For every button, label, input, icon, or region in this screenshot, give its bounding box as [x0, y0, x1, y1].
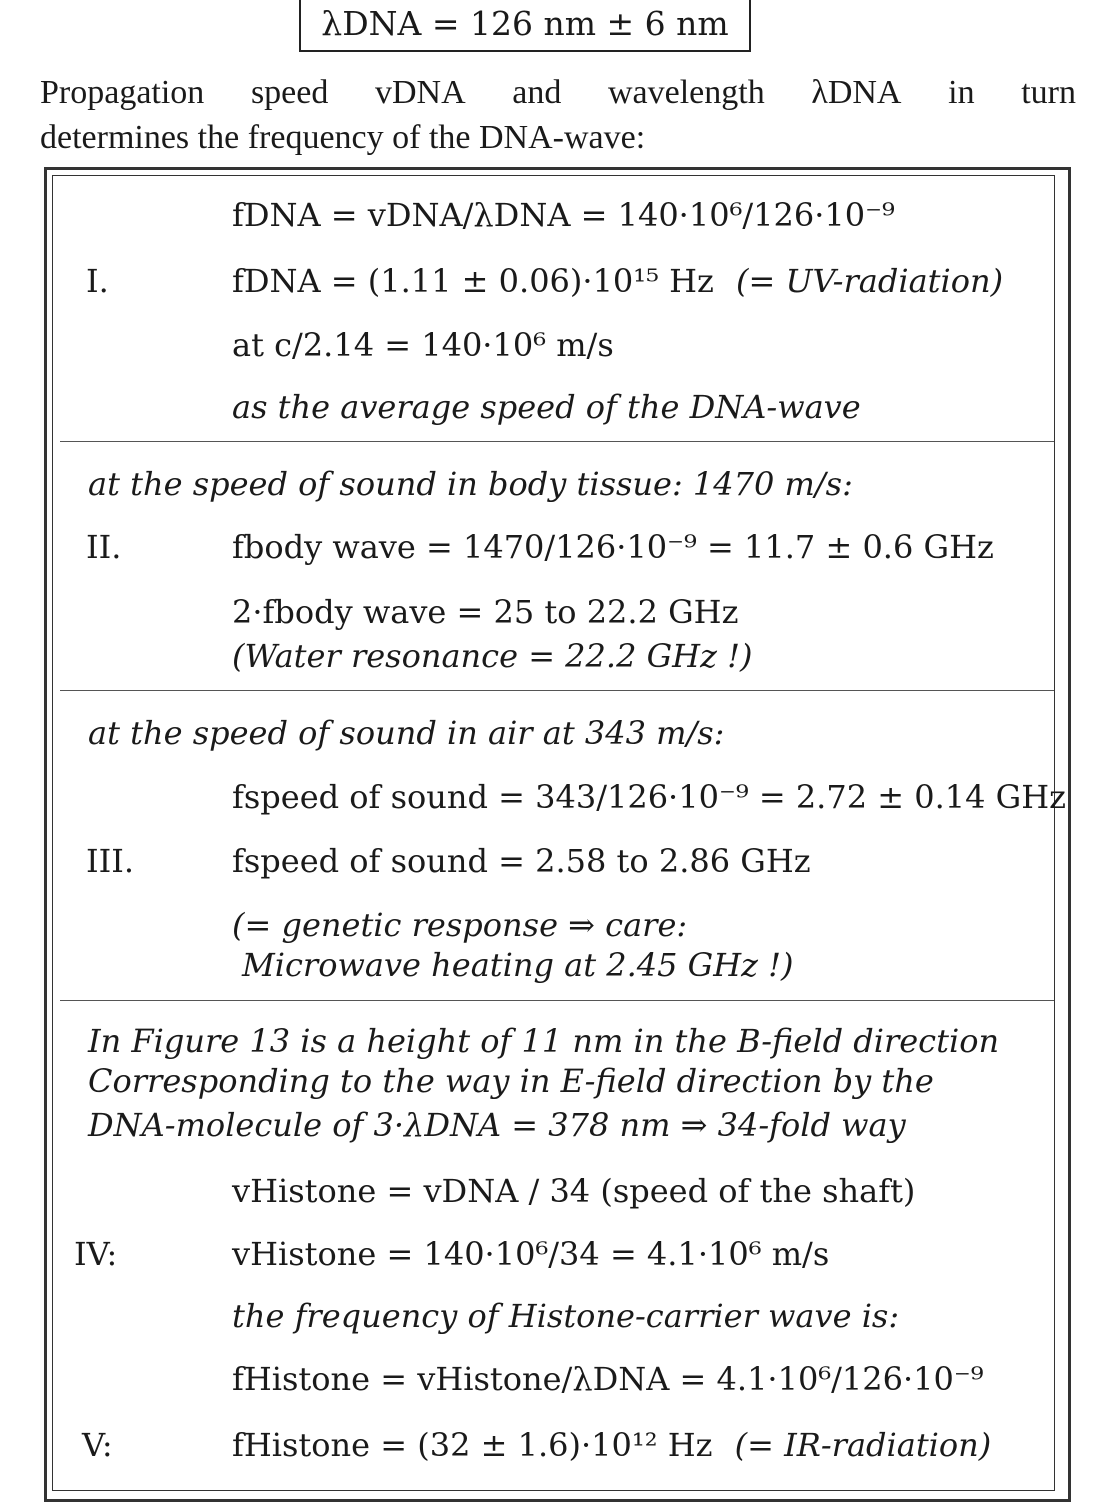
section-II-heading: at the speed of sound in body tissue: 1470 m/s:: [88, 465, 853, 503]
intro-word: speed: [250, 74, 329, 111]
section-II-eq2: 2·fbody wave = 25 to 22.2 GHz: [232, 593, 739, 631]
section-I-eq2: [232, 262, 1003, 300]
divider: [60, 441, 1054, 442]
section-III-eq1: fspeed of sound = 343/126·10⁻⁹ = 2.72 ± 0.14 GHz: [232, 778, 1066, 816]
intro-word: in: [948, 74, 975, 111]
intro-word: and: [512, 74, 562, 111]
section-III-eq2: fspeed of sound = 2.58 to 2.86 GHz: [232, 842, 811, 880]
section-III-label: III.: [86, 842, 135, 880]
intro-line-2: determines the frequency of the DNA-wave:: [40, 119, 646, 156]
section-II-eq3: (Water resonance = 22.2 GHz !): [232, 637, 753, 675]
intro-word: λDNA: [811, 74, 902, 111]
section-I-eq3: at c/2.14 = 140·10⁶ m/s: [232, 326, 614, 364]
section-I-eq2-main: fDNA = (1.11 ± 0.06)·10¹⁵ Hz: [232, 262, 714, 300]
intro-word: vDNA: [374, 74, 466, 111]
section-III-eq4: Microwave heating at 2.45 GHz !): [242, 946, 794, 984]
section-V-label: V:: [82, 1426, 113, 1464]
section-III-eq3: (= genetic response ⇒ care:: [232, 906, 688, 944]
section-IV-eq4: fHistone = vHistone/λDNA = 4.1·10⁶/126·10⁻⁹: [232, 1360, 984, 1398]
section-II-eq1: fbody wave = 1470/126·10⁻⁹ = 11.7 ± 0.6 GHz: [232, 528, 994, 566]
section-I-label: I.: [86, 262, 109, 300]
divider: [60, 1000, 1054, 1001]
section-V-eq1-main: fHistone = (32 ± 1.6)·10¹² Hz: [232, 1426, 713, 1464]
section-IV-label: IV:: [74, 1235, 118, 1273]
intro-line-1: [40, 70, 1076, 115]
section-IV-eq1: vHistone = vDNA / 34 (speed of the shaft): [232, 1172, 916, 1210]
section-III-heading: at the speed of sound in air at 343 m/s:: [88, 714, 725, 752]
section-IV-text3: DNA-molecule of 3·λDNA = 378 nm ⇒ 34-fold way: [88, 1106, 906, 1144]
section-IV-eq3: the frequency of Histone-carrier wave is:: [232, 1297, 900, 1335]
section-II-label: II.: [86, 528, 122, 566]
intro-word: turn: [1021, 74, 1076, 111]
section-I-eq1: fDNA = vDNA/λDNA = 140·10⁶/126·10⁻⁹: [232, 196, 895, 234]
intro-word: wavelength: [608, 74, 765, 111]
results-frame-inner: [52, 175, 1055, 1491]
wavelength-result-formula: λDNA = 126 nm ± 6 nm: [321, 3, 729, 43]
section-I-eq4: as the average speed of the DNA-wave: [232, 388, 861, 426]
section-I-eq2-note: (= UV-radiation): [736, 262, 1004, 300]
section-IV-text1: In Figure 13 is a height of 11 nm in the B-field direction: [88, 1022, 1000, 1060]
intro-paragraph: [40, 70, 1076, 160]
section-IV-text2: Corresponding to the way in E-field direction by the: [88, 1062, 934, 1100]
section-IV-eq2: vHistone = 140·10⁶/34 = 4.1·10⁶ m/s: [232, 1235, 830, 1273]
wavelength-result-box: [299, 0, 751, 52]
section-V-eq1: [232, 1426, 991, 1464]
section-V-eq1-note: (= IR-radiation): [734, 1426, 992, 1464]
divider: [60, 690, 1054, 691]
intro-word: Propagation: [40, 74, 205, 111]
